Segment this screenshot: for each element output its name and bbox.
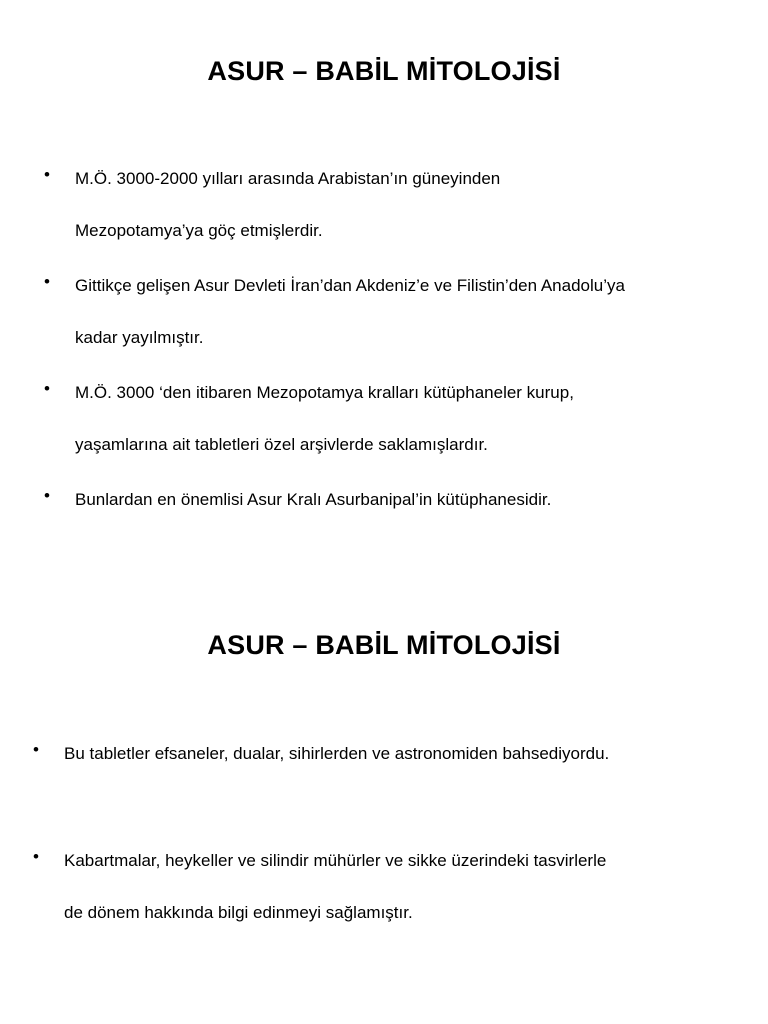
bullet-icon: •: [33, 847, 39, 866]
list-item: [44, 163, 744, 267]
bullet-icon: •: [44, 379, 50, 398]
list-item: [33, 845, 733, 949]
list-item-line: Mezopotamya’ya göç etmişlerdir.: [75, 221, 323, 240]
list-item-line: kadar yayılmıştır.: [75, 328, 204, 347]
list-item-line: de dönem hakkında bilgi edinmeyi sağlamıştır.: [64, 903, 413, 922]
list-item: [44, 270, 744, 374]
list-item-line: M.Ö. 3000 ‘den itibaren Mezopotamya kralları kütüphaneler kurup,: [75, 383, 574, 402]
list-item-line: Bu tabletler efsaneler, dualar, sihirlerden ve astronomiden bahsediyordu.: [64, 744, 610, 763]
section-1-bullet-list: [44, 163, 744, 539]
list-item-line: Kabartmalar, heykeller ve silindir mühürler ve sikke üzerindeki tasvirlerle: [64, 851, 607, 870]
list-item: [33, 738, 733, 790]
list-item-line: M.Ö. 3000-2000 yılları arasında Arabistan’ın güneyinden: [75, 169, 501, 188]
bullet-icon: •: [44, 272, 50, 291]
bullet-icon: •: [44, 165, 50, 184]
section-1-title: ASUR – BABİL MİTOLOJİSİ: [207, 56, 561, 86]
bullet-icon: •: [44, 486, 50, 505]
list-item: [44, 377, 744, 481]
section-2-title: ASUR – BABİL MİTOLOJİSİ: [207, 630, 561, 660]
list-item-line: yaşamlarına ait tabletleri özel arşivlerde saklamışlardır.: [75, 435, 488, 454]
section-2-bullet-list: [33, 738, 733, 949]
list-item: [44, 484, 744, 536]
list-item-line: Bunlardan en önemlisi Asur Kralı Asurbanipal’in kütüphanesidir.: [75, 490, 552, 509]
bullet-icon: •: [33, 740, 39, 759]
list-item-line: Gittikçe gelişen Asur Devleti İran’dan Akdeniz’e ve Filistin’den Anadolu’ya: [75, 276, 625, 295]
